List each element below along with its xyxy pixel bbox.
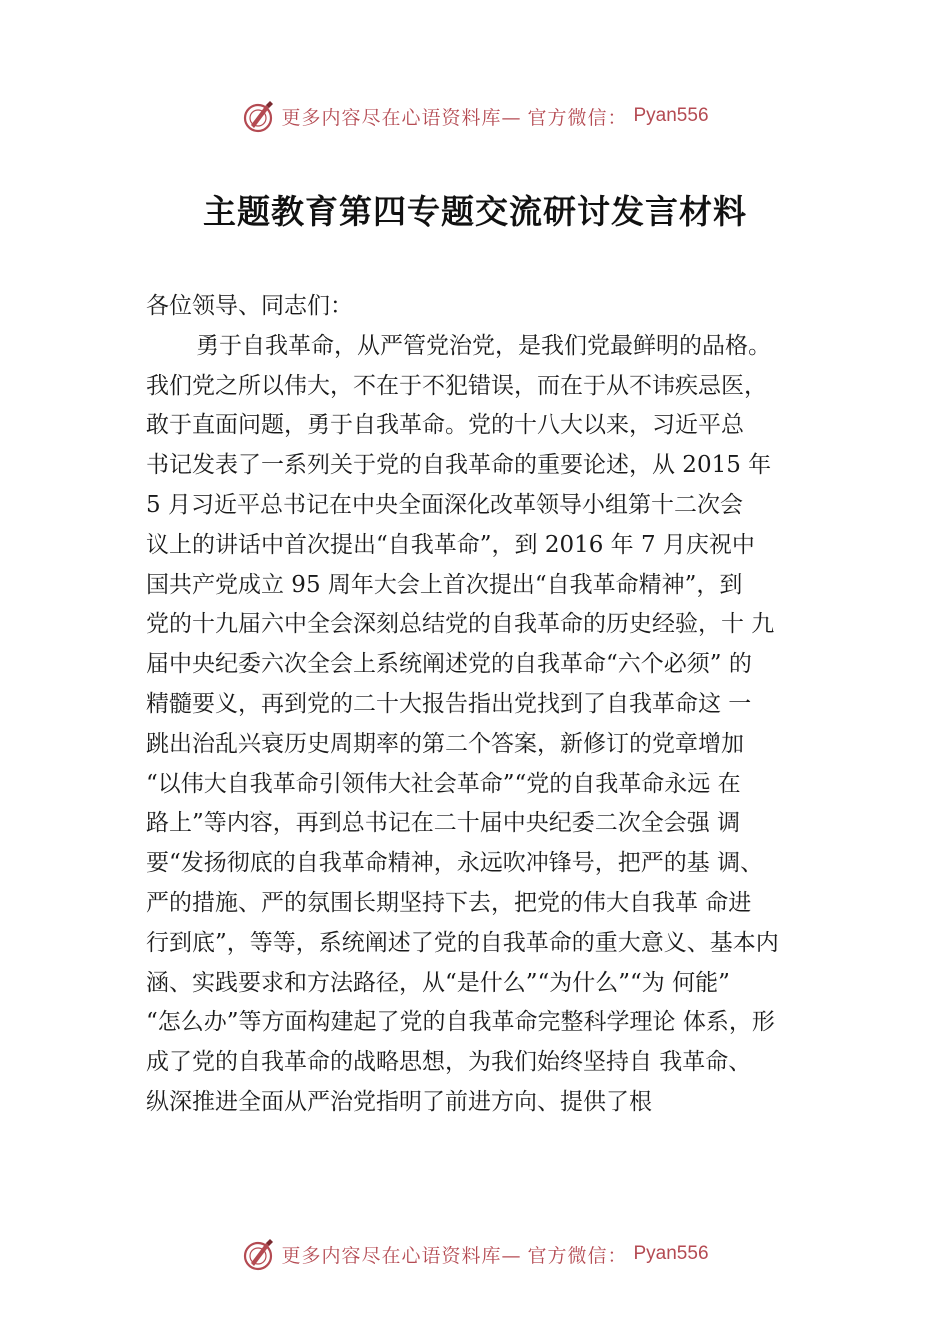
watermark-footer bbox=[0, 1234, 950, 1274]
watermark-header bbox=[0, 96, 950, 136]
body-line: 党的十九届六中全会深刻总结党的自我革命的历史经验，十 九 bbox=[146, 611, 775, 638]
body-line: 跳出治乱兴衰历史周期率的第二个答案，新修订的党章增加 bbox=[146, 730, 744, 757]
document-body bbox=[146, 287, 828, 1123]
watermark-brand: 更多内容尽在心语资料库— bbox=[281, 1244, 522, 1267]
body-line: 书记发表了一系列关于党的自我革命的重要论述，从 2015 年 bbox=[146, 452, 772, 479]
pen-seal-icon bbox=[241, 99, 275, 133]
body-line: 敢于直面问题，勇于自我革命。党的十八大以来，习近平总 bbox=[146, 412, 744, 439]
watermark-wechat-id: Pyan556 bbox=[633, 105, 709, 126]
body-line: “以伟大自我革命引领伟大社会革命”“党的自我革命永远 在 bbox=[146, 770, 741, 797]
body-line: 届中央纪委六次全会上系统阐述党的自我革命“六个必须” 的 bbox=[146, 651, 752, 678]
body-line: 路上”等内容，再到总书记在二十届中央纪委二次全会强 调 bbox=[146, 810, 741, 837]
body-line: 精髓要义，再到党的二十大报告指出党找到了自我革命这 一 bbox=[146, 690, 752, 717]
body-line: 严的措施、严的氛围长期坚持下去，把党的伟大自我革 命进 bbox=[146, 889, 752, 916]
body-line: 勇于自我革命，从严管党治党，是我们党最鲜明的品格。 bbox=[196, 332, 771, 359]
body-line: 我们党之所以伟大，不在于不犯错误，而在于从不讳疾忌医， bbox=[146, 372, 767, 399]
body-line: 纵深推进全面从严治党指明了前进方向、提供了根 bbox=[146, 1088, 652, 1115]
body-line: 5 月习近平总书记在中央全面深化改革领导小组第十二次会 bbox=[146, 491, 743, 518]
watermark-wechat-label: 官方微信： bbox=[527, 106, 628, 129]
watermark-wechat-id: Pyan556 bbox=[633, 1243, 709, 1264]
body-line: 议上的讲话中首次提出“自我革命”，到 2016 年 7 月庆祝中 bbox=[146, 531, 755, 558]
salutation: 各位领导、同志们： bbox=[146, 293, 353, 319]
body-line: 要“发扬彻底的自我革命精神，永远吹冲锋号，把严的基 调、 bbox=[146, 850, 764, 877]
body-line: 成了党的自我革命的战略思想，为我们始终坚持自 我革命、 bbox=[146, 1049, 752, 1076]
body-line: 涵、实践要求和方法路径，从“是什么”“为什么”“为 何能” bbox=[146, 969, 730, 996]
page-title: 主题教育第四专题交流研讨发言材料 bbox=[203, 192, 747, 231]
watermark-brand: 更多内容尽在心语资料库— bbox=[281, 106, 522, 129]
body-line: 行到底”，等等，系统阐述了党的自我革命的重大意义、基本内 bbox=[146, 929, 779, 956]
watermark-wechat-label: 官方微信： bbox=[527, 1244, 628, 1267]
pen-seal-icon bbox=[241, 1237, 275, 1271]
body-line: 国共产党成立 95 周年大会上首次提出“自我革命精神”，到 bbox=[146, 571, 743, 598]
body-line: “怎么办”等方面构建起了党的自我革命完整科学理论 体系，形 bbox=[146, 1009, 775, 1036]
